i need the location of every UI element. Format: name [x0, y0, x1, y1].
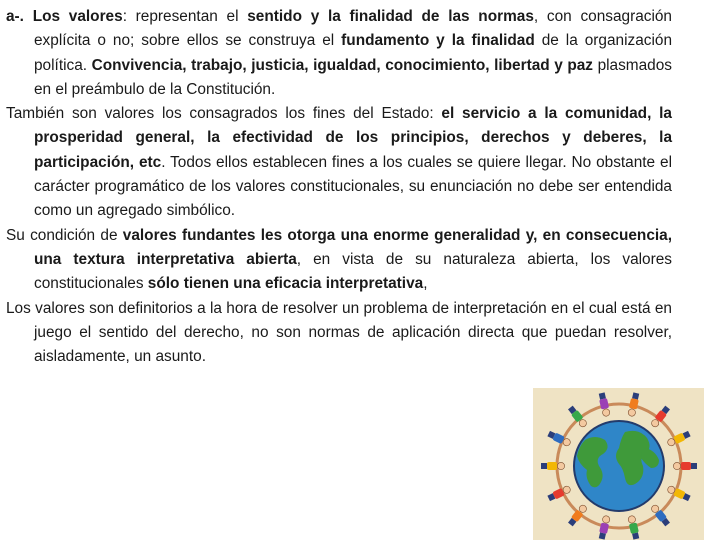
paragraph-fines-del-estado	[6, 102, 672, 223]
paragraph-valores	[6, 5, 672, 102]
document-body	[6, 5, 672, 369]
paragraph-valores-fundantes	[6, 224, 672, 297]
text-run: Los valores son definitorios a la hora de resolver un problema de interpretación en el cual está en juego el sentido del derecho, no son normas de aplicación directa que puedan resolver, aisladamente, un asunto.	[6, 299, 672, 366]
globe-children-icon	[533, 388, 704, 540]
paragraph-interpretacion	[6, 297, 672, 370]
text-run: , en vista de su naturaleza abierta, los valores constitucionales	[34, 250, 672, 293]
bold-text-run: Los valores	[32, 8, 123, 25]
bold-text-run: a-.	[6, 8, 33, 25]
text-run: Su condición de	[6, 226, 123, 244]
text-run: También son valores los consagrados los fines del Estado:	[6, 105, 442, 123]
bold-text-run: valores fundantes les otorga una enorme generalidad y, en consecuencia, una textura interpretativa abierta	[34, 226, 672, 268]
text-run: : representan el	[122, 8, 248, 25]
text-run: . Todos ellos establecen fines a los cuales se quiere llegar. No obstante el carácter programático de los valores constitucionales, su enunciación no debe ser entendida como un agregado simbólico.	[34, 153, 672, 220]
bold-text-run: sólo tienen una eficacia interpretativa	[147, 275, 424, 293]
bold-text-run: Convivencia, trabajo, justicia, igualdad, conocimiento, libertad y paz	[91, 56, 594, 74]
text-run: plasmados en el preámbulo de la Constitución.	[34, 56, 672, 98]
text-run: , con consagración explícita o no; sobre ellos se construya el	[34, 8, 672, 50]
child-figure	[541, 462, 565, 470]
bold-text-run: fundamento y la finalidad	[341, 32, 535, 50]
bold-text-run: sentido y la finalidad de las normas	[247, 8, 534, 25]
globe-children-illustration	[533, 388, 704, 540]
bold-text-run: el servicio a la comunidad, la prosperidad general, la efectividad de los principios, derechos y deberes, la participación, etc	[34, 105, 672, 171]
text-run: de la organización política.	[34, 32, 673, 74]
text-run: ,	[423, 275, 428, 293]
child-figure	[673, 462, 697, 470]
